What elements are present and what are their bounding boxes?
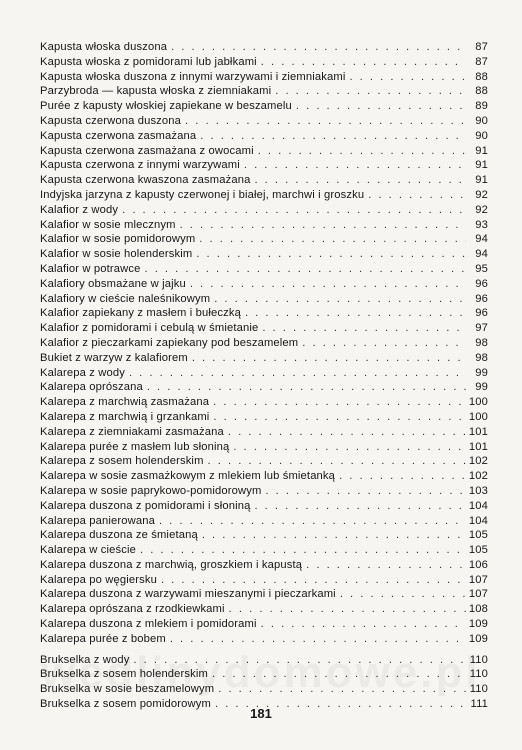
entry-title: Kalarepa po węgiersku bbox=[40, 573, 157, 586]
dot-leader bbox=[302, 558, 466, 573]
toc-entry bbox=[40, 292, 488, 307]
toc-entry bbox=[40, 336, 488, 351]
entry-title: Kalarepa purée z masłem lub słoniną bbox=[40, 440, 230, 453]
entry-page: 96 bbox=[475, 307, 488, 320]
dot-leader bbox=[257, 617, 466, 632]
entry-page: 103 bbox=[468, 484, 488, 497]
dot-leader bbox=[157, 573, 466, 588]
dot-leader bbox=[143, 380, 466, 395]
entry-page: 87 bbox=[475, 41, 488, 53]
dot-leader bbox=[254, 144, 466, 159]
entry-page: 101 bbox=[468, 425, 488, 438]
dot-leader bbox=[292, 99, 466, 114]
toc-group-2 bbox=[40, 653, 488, 712]
entry-title: Indyjska jarzyna z kapusty czerwonej i białej, marchwi i groszku bbox=[40, 188, 365, 201]
dot-leader bbox=[196, 129, 466, 144]
entry-page: 104 bbox=[468, 499, 488, 512]
dot-leader bbox=[181, 114, 466, 129]
entry-title: Kapusta włoska duszona bbox=[40, 41, 168, 53]
toc-entry bbox=[40, 70, 488, 85]
dot-leader bbox=[271, 84, 466, 99]
toc-entry bbox=[40, 306, 488, 321]
dot-leader bbox=[364, 188, 466, 203]
entry-title: Kalafior w sosie pomidorowym bbox=[40, 233, 196, 246]
entry-page: 95 bbox=[475, 262, 488, 275]
entry-title: Kalafior z pomidorami i cebulą w śmietanie bbox=[40, 322, 259, 335]
entry-page: 94 bbox=[475, 248, 488, 261]
dot-leader bbox=[167, 40, 466, 55]
dot-leader bbox=[336, 587, 466, 602]
toc-entry bbox=[40, 218, 488, 233]
entry-title: Kapusta czerwona kwaszona zasmażana bbox=[40, 174, 251, 187]
dot-leader bbox=[250, 173, 466, 188]
dot-leader bbox=[209, 395, 466, 410]
entry-title: Kalarepa z ziemniakami zasmażana bbox=[40, 425, 224, 438]
entry-page: 109 bbox=[468, 618, 488, 631]
entry-title: Kalarepa w cieście bbox=[40, 544, 136, 557]
entry-page: 100 bbox=[468, 396, 488, 409]
entry-page: 96 bbox=[475, 277, 488, 290]
entry-page: 102 bbox=[468, 455, 488, 468]
dot-leader bbox=[155, 514, 466, 529]
entry-title: Kalarepa w sosie paprykowo-pomidorowym bbox=[40, 484, 262, 497]
entry-page: 110 bbox=[469, 668, 488, 681]
entry-title: Kalafior zapiekany z masłem i bułeczką bbox=[40, 307, 241, 320]
toc-entry bbox=[40, 558, 488, 573]
toc-entry bbox=[40, 440, 488, 455]
toc-entry bbox=[40, 55, 488, 70]
dot-leader bbox=[188, 351, 466, 366]
entry-title: Bukiet z warzyw z kalafiorem bbox=[40, 351, 188, 364]
entry-title: Kalarepa duszona ze śmietaną bbox=[40, 529, 198, 542]
entry-title: Kalarepa purée z bobem bbox=[40, 632, 166, 645]
entry-page: 108 bbox=[468, 603, 488, 616]
entry-page: 100 bbox=[468, 410, 488, 423]
entry-page: 102 bbox=[468, 470, 488, 483]
entry-page: 98 bbox=[475, 351, 488, 364]
dot-leader bbox=[186, 277, 466, 292]
entry-title: Kalafior w sosie holenderskim bbox=[40, 248, 193, 261]
toc-entry bbox=[40, 351, 488, 366]
entry-page: 94 bbox=[475, 233, 488, 246]
entry-page: 106 bbox=[468, 558, 488, 571]
entry-page: 98 bbox=[475, 336, 488, 349]
dot-leader bbox=[214, 682, 466, 697]
toc-entry bbox=[40, 499, 488, 514]
entry-title: Kalafior z wody bbox=[40, 203, 119, 216]
entry-title: Kalarepa z marchwią i grzankami bbox=[40, 410, 210, 423]
entry-title: Kalarepa duszona z mlekiem i pomidorami bbox=[40, 618, 257, 631]
entry-page: 93 bbox=[475, 218, 488, 231]
entry-title: Kalarepa z sosem holenderskim bbox=[40, 455, 204, 468]
table-of-contents bbox=[40, 40, 488, 712]
entry-title: Kalarepa z wody bbox=[40, 366, 125, 379]
entry-page: 99 bbox=[475, 381, 488, 394]
entry-page: 90 bbox=[475, 114, 488, 127]
toc-entry bbox=[40, 366, 488, 381]
toc-entry bbox=[40, 158, 488, 173]
dot-leader bbox=[176, 218, 466, 233]
entry-title: Kapusta czerwona z innymi warzywami bbox=[40, 159, 240, 172]
dot-leader bbox=[209, 410, 466, 425]
toc-entry bbox=[40, 232, 488, 247]
toc-entry bbox=[40, 425, 488, 440]
toc-entry bbox=[40, 632, 488, 647]
entry-page: 105 bbox=[468, 544, 488, 557]
dot-leader bbox=[298, 336, 466, 351]
toc-entry bbox=[40, 617, 488, 632]
entry-page: 111 bbox=[470, 698, 488, 711]
toc-entry bbox=[40, 602, 488, 617]
entry-title: Kalafior w potrawce bbox=[40, 262, 141, 275]
dot-leader bbox=[241, 306, 466, 321]
entry-title: Brukselka z sosem pomidorowym bbox=[40, 698, 211, 711]
toc-entry bbox=[40, 484, 488, 499]
entry-title: Kapusta czerwona duszona bbox=[40, 114, 182, 127]
entry-page: 107 bbox=[468, 573, 488, 586]
toc-entry bbox=[40, 395, 488, 410]
entry-title: Purée z kapusty włoskiej zapiekane w beszamelu bbox=[40, 100, 292, 113]
toc-entry bbox=[40, 188, 488, 203]
entry-title: Kalarepa oprószana z rzodkiewkami bbox=[40, 603, 225, 616]
dot-leader bbox=[118, 203, 466, 218]
toc-entry bbox=[40, 667, 488, 682]
entry-title: Kalarepa duszona z pomidorami i słoniną bbox=[40, 499, 251, 512]
dot-leader bbox=[129, 653, 466, 668]
entry-title: Kalarepa duszona z warzywami mieszanymi i pieczarkami bbox=[40, 588, 336, 601]
entry-title: Kalafiory obsmażane w jajku bbox=[40, 277, 186, 290]
dot-leader bbox=[166, 632, 466, 647]
entry-title: Kapusta włoska z pomidorami lub jabłkami bbox=[40, 55, 257, 68]
dot-leader bbox=[261, 484, 466, 499]
entry-page: 97 bbox=[475, 322, 488, 335]
entry-title: Parzybroda — kapusta włoska z ziemniakami bbox=[40, 85, 272, 98]
toc-entry bbox=[40, 380, 488, 395]
toc-entry bbox=[40, 573, 488, 588]
dot-leader bbox=[198, 528, 466, 543]
toc-entry bbox=[40, 469, 488, 484]
dot-leader bbox=[225, 602, 466, 617]
dot-leader bbox=[195, 232, 466, 247]
entry-page: 109 bbox=[468, 632, 488, 645]
toc-group-1 bbox=[40, 40, 488, 647]
entry-title: Kalarepa panierowana bbox=[40, 514, 155, 527]
entry-title: Kapusta czerwona zasmażana z owocami bbox=[40, 144, 254, 157]
dot-leader bbox=[240, 158, 466, 173]
entry-page: 91 bbox=[475, 174, 488, 187]
entry-title: Kapusta włoska duszona z innymi warzywami i ziemniakami bbox=[40, 70, 346, 83]
toc-entry bbox=[40, 277, 488, 292]
entry-title: Kalarepa duszona z marchwią, groszkiem i kapustą bbox=[40, 558, 303, 571]
entry-page: 88 bbox=[475, 85, 488, 98]
entry-title: Kapusta czerwona zasmażana bbox=[40, 129, 197, 142]
toc-entry bbox=[40, 321, 488, 336]
entry-page: 107 bbox=[468, 588, 488, 601]
toc-entry bbox=[40, 587, 488, 602]
dot-leader bbox=[257, 55, 466, 70]
dot-leader bbox=[229, 440, 466, 455]
dot-leader bbox=[204, 454, 466, 469]
entry-title: Brukselka w sosie beszamelowym bbox=[40, 683, 215, 696]
toc-entry bbox=[40, 454, 488, 469]
toc-entry bbox=[40, 528, 488, 543]
dot-leader bbox=[258, 321, 466, 336]
dot-leader bbox=[208, 667, 466, 682]
entry-page: 110 bbox=[469, 683, 488, 696]
entry-title: Kalafiory w cieście naleśnikowym bbox=[40, 292, 211, 305]
dot-leader bbox=[335, 469, 466, 484]
toc-entry bbox=[40, 114, 488, 129]
toc-entry bbox=[40, 262, 488, 277]
toc-entry bbox=[40, 99, 488, 114]
entry-page: 96 bbox=[475, 292, 488, 305]
entry-page: 91 bbox=[475, 144, 488, 157]
toc-entry bbox=[40, 247, 488, 262]
toc-entry bbox=[40, 144, 488, 159]
entry-title: Kalarepa w sosie zasmażkowym z mlekiem lub śmietanką bbox=[40, 470, 336, 483]
entry-page: 99 bbox=[475, 366, 488, 379]
toc-entry bbox=[40, 129, 488, 144]
entry-page: 89 bbox=[475, 100, 488, 113]
entry-page: 104 bbox=[468, 514, 488, 527]
dot-leader bbox=[224, 425, 466, 440]
page-number: 181 bbox=[250, 706, 272, 721]
entry-page: 105 bbox=[468, 529, 488, 542]
entry-title: Kalarepa oprószana bbox=[40, 381, 143, 394]
toc-entry bbox=[40, 653, 488, 668]
entry-page: 101 bbox=[468, 440, 488, 453]
entry-title: Kalarepa z marchwią zasmażana bbox=[40, 396, 210, 409]
dot-leader bbox=[345, 70, 466, 85]
entry-page: 87 bbox=[475, 55, 488, 68]
dot-leader bbox=[125, 366, 466, 381]
toc-entry bbox=[40, 410, 488, 425]
dot-leader bbox=[210, 292, 466, 307]
entry-page: 91 bbox=[475, 159, 488, 172]
dot-leader bbox=[140, 262, 466, 277]
dot-leader bbox=[250, 499, 466, 514]
toc-entry bbox=[40, 84, 488, 99]
entry-title: Kalafior z pieczarkami zapiekany pod beszamelem bbox=[40, 336, 299, 349]
toc-entry bbox=[40, 514, 488, 529]
toc-entry bbox=[40, 40, 488, 55]
entry-title: Brukselka z wody bbox=[40, 653, 130, 666]
toc-entry bbox=[40, 203, 488, 218]
toc-entry bbox=[40, 173, 488, 188]
entry-page: 110 bbox=[469, 653, 488, 666]
dot-leader bbox=[192, 247, 466, 262]
entry-page: 92 bbox=[475, 188, 488, 201]
entry-title: Brukselka z sosem holenderskim bbox=[40, 668, 209, 681]
entry-page: 90 bbox=[475, 129, 488, 142]
entry-page: 88 bbox=[475, 70, 488, 83]
toc-entry bbox=[40, 682, 488, 697]
entry-title: Kalafior w sosie mlecznym bbox=[40, 218, 176, 231]
toc-entry bbox=[40, 543, 488, 558]
dot-leader bbox=[136, 543, 466, 558]
entry-page: 92 bbox=[475, 203, 488, 216]
